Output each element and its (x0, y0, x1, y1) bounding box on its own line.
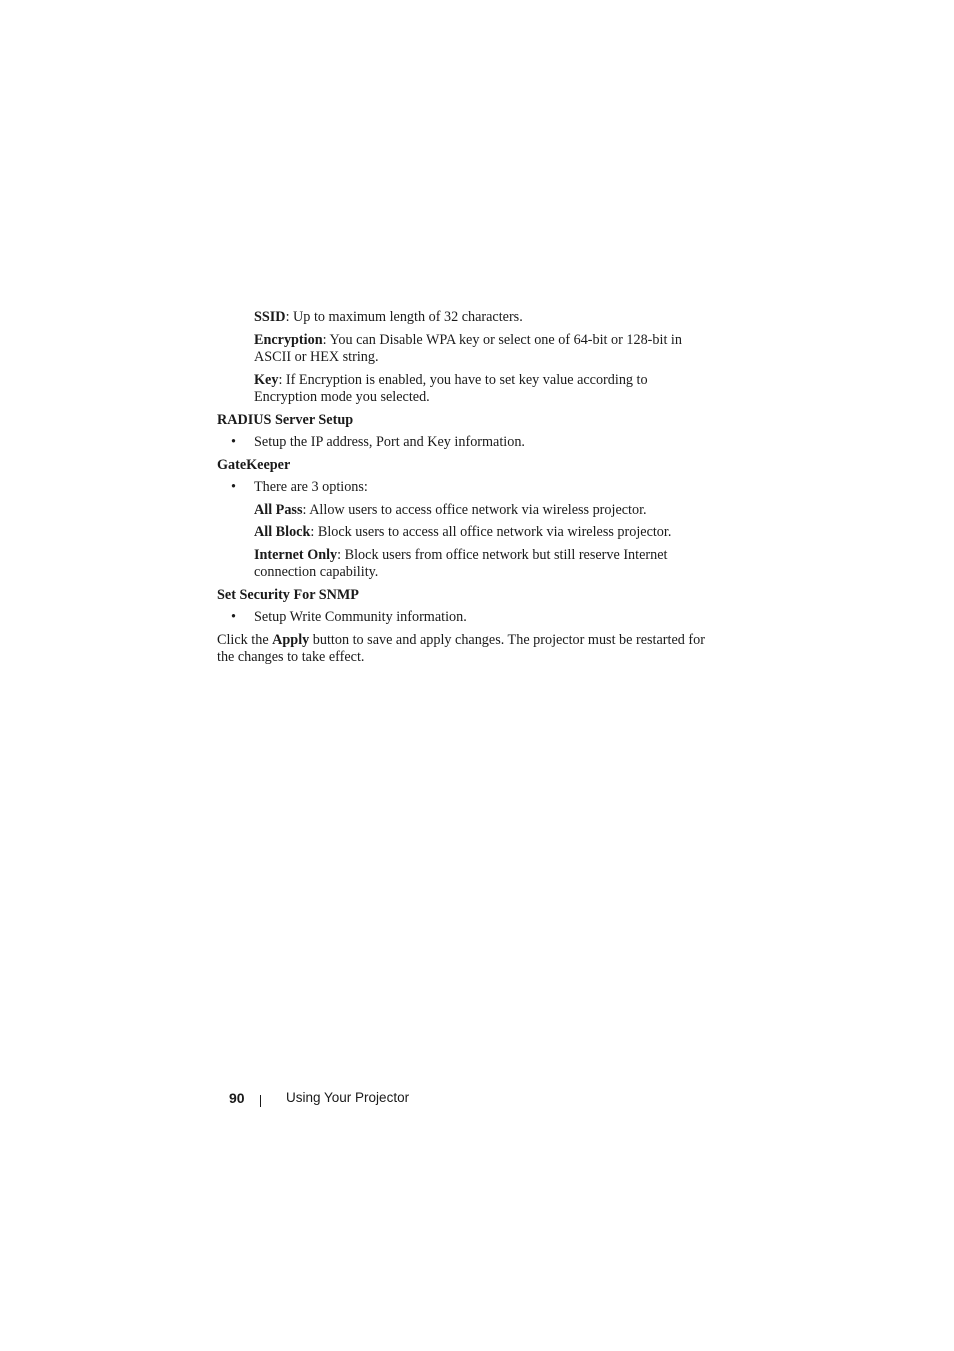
internet-only-text: : Block users from office network but still reserve Internet connection capability. (254, 546, 668, 580)
snmp-bullet-item (217, 609, 712, 627)
key-description (217, 372, 712, 407)
all-block-term: All Block (254, 524, 311, 540)
internet-only-description (217, 547, 712, 582)
ssid-term: SSID (254, 309, 286, 325)
all-block-text: : Block users to access all office network via wireless projector. (310, 524, 672, 540)
closing-after: button to save and apply changes. The projector must be restarted for the changes to take effect. (217, 631, 705, 665)
closing-paragraph (217, 632, 712, 667)
bullet-icon: • (231, 479, 236, 495)
snmp-bullet-text: Setup Write Community information. (254, 609, 467, 625)
document-body (217, 309, 712, 672)
internet-only-term: Internet Only (254, 546, 338, 563)
ssid-description (217, 309, 712, 327)
bullet-icon: • (231, 609, 236, 625)
footer-divider (260, 1095, 261, 1107)
snmp-heading: Set Security For SNMP (217, 586, 359, 603)
gatekeeper-heading: GateKeeper (217, 456, 291, 473)
ssid-text: : Up to maximum length of 32 characters. (285, 309, 523, 325)
page-number: 90 (229, 1090, 245, 1106)
gatekeeper-bullet-text: There are 3 options: (254, 479, 368, 495)
all-block-description (217, 524, 712, 542)
key-text: : If Encryption is enabled, you have to set key value according to Encryption mode you selected. (254, 371, 648, 405)
radius-heading: RADIUS Server Setup (217, 411, 354, 428)
all-pass-text: : Allow users to access office network via wireless projector. (302, 501, 647, 518)
radius-bullet-item (217, 434, 712, 452)
key-term: Key (254, 371, 279, 388)
gatekeeper-bullet-item (217, 479, 712, 497)
all-pass-term: All Pass (254, 501, 303, 518)
encryption-term: Encryption (254, 331, 323, 348)
all-pass-description (217, 502, 712, 520)
bullet-icon: • (231, 434, 236, 450)
closing-before: Click the (217, 631, 273, 648)
encryption-description (217, 332, 712, 367)
radius-bullet-text: Setup the IP address, Port and Key information. (254, 434, 525, 450)
apply-term: Apply (272, 631, 310, 648)
encryption-text: : You can Disable WPA key or select one of 64-bit or 128-bit in ASCII or HEX string. (254, 331, 682, 365)
footer-section-title: Using Your Projector (286, 1090, 410, 1105)
